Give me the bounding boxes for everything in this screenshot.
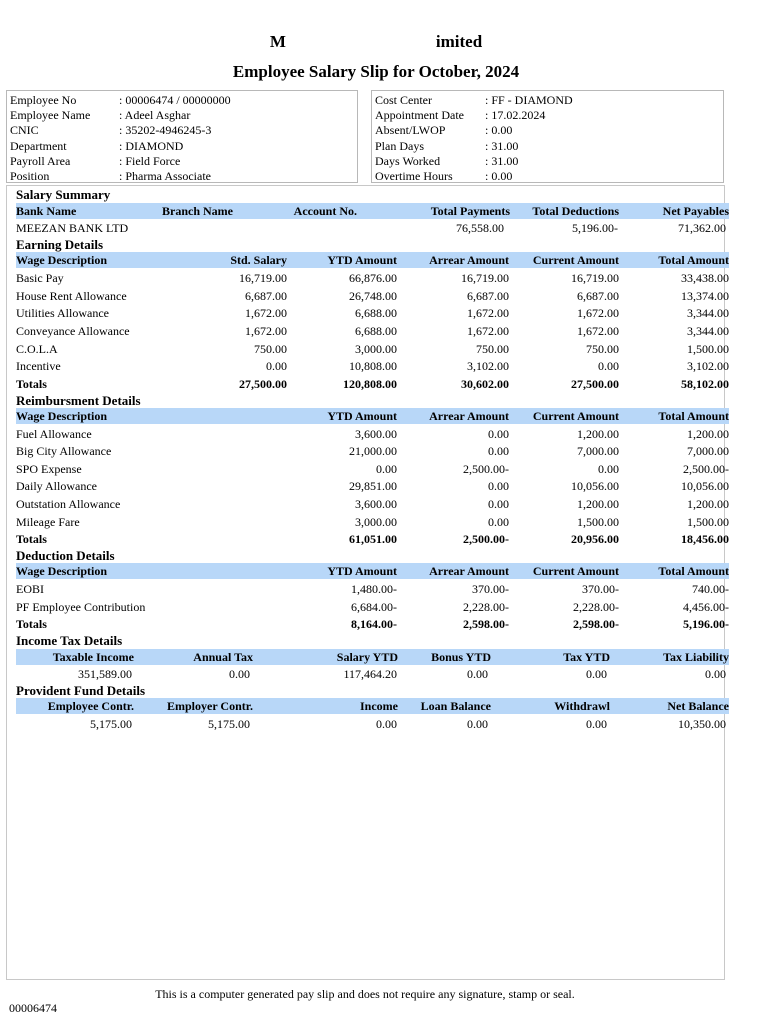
income-tax-column-header: Tax YTD	[563, 650, 610, 664]
deductions-column-header: Wage Description	[16, 564, 107, 578]
income-tax-row	[16, 666, 729, 682]
employee-info-row	[9, 169, 357, 184]
reimbursements-cell: 2,500.00-	[683, 462, 729, 476]
employee-info-row	[9, 108, 357, 123]
work-info-label: Cost Center	[375, 93, 432, 107]
employee-info-label: CNIC	[10, 123, 39, 138]
deductions-total-cell: 8,164.00-	[351, 617, 397, 631]
employee-info-row	[9, 123, 357, 138]
reimbursements-cell: 29,851.00	[349, 479, 397, 493]
reimbursements-cell: 1,200.00	[687, 497, 729, 511]
work-info-row	[374, 108, 723, 123]
earnings-cell: 1,672.00	[245, 324, 287, 338]
work-info-value: : 17.02.2024	[485, 108, 546, 123]
reimbursements-row	[16, 443, 729, 459]
work-info-label: Days Worked	[375, 153, 441, 168]
earnings-row	[16, 288, 729, 304]
employee-info-value: : Pharma Associate	[119, 168, 211, 183]
salary-summary-row	[16, 220, 729, 236]
provident-fund-heading: Provident Fund Details	[16, 683, 146, 698]
earnings-cell: House Rent Allowance	[16, 289, 127, 303]
reimbursements-cell: 0.00	[488, 427, 509, 441]
provident-fund-cell: 10,350.00	[678, 717, 726, 731]
earnings-row	[16, 323, 729, 339]
deductions-header	[16, 563, 729, 579]
income-tax-heading: Income Tax Details	[16, 633, 123, 648]
income-tax-cell: 0.00	[705, 667, 726, 681]
income-tax-column-header: Annual Tax	[193, 650, 253, 664]
earnings-cell: Utilities Allowance	[16, 306, 109, 320]
deductions-cell: PF Employee Contribution	[16, 600, 146, 614]
work-info-label: Overtime Hours	[375, 168, 453, 183]
reimbursements-total-cell: 61,051.00	[349, 532, 397, 546]
earnings-cell: 1,672.00	[577, 306, 619, 320]
earnings-cell: 3,000.00	[355, 342, 397, 356]
deductions-cell: EOBI	[16, 582, 44, 596]
deductions-column-header: YTD Amount	[327, 564, 397, 578]
salary-summary-column-header: Net Payables	[662, 204, 729, 218]
earnings-row	[16, 270, 729, 286]
salary-summary-column-header: Branch Name	[162, 204, 233, 218]
reimbursements-cell: Big City Allowance	[16, 444, 112, 458]
earnings-total-cell: 27,500.00	[571, 377, 619, 391]
employee-info-row	[9, 93, 357, 108]
salary-summary-column-header: Bank Name	[16, 204, 77, 218]
earnings-cell: 3,102.00	[687, 359, 729, 373]
reimbursements-column-header: Arrear Amount	[429, 409, 509, 423]
income-tax-column-header: Bonus YTD	[431, 650, 491, 664]
salary-summary-cell: MEEZAN BANK LTD	[16, 221, 129, 235]
reimbursements-cell: 0.00	[488, 515, 509, 529]
reimbursements-total-cell: 2,500.00-	[463, 532, 509, 546]
income-tax-column-header: Taxable Income	[52, 650, 134, 664]
employee-info-label: Department	[10, 138, 67, 153]
deductions-cell: 4,456.00-	[683, 600, 729, 614]
deductions-cell: 1,480.00-	[351, 582, 397, 596]
work-info-row	[374, 169, 723, 184]
work-info-value: : FF - DIAMOND	[485, 93, 573, 107]
earnings-cell: 33,438.00	[681, 271, 729, 285]
reimbursements-cell: Outstation Allowance	[16, 497, 121, 511]
deductions-total-cell: 2,598.00-	[573, 617, 619, 631]
salary-summary-cell: 5,196.00-	[572, 221, 618, 235]
salary-summary-column-header: Total Deductions	[532, 204, 619, 218]
reimbursements-cell: 0.00	[598, 462, 619, 476]
reimbursements-cell: Mileage Fare	[16, 515, 80, 529]
work-info-value: : 0.00	[485, 123, 513, 138]
reimbursements-cell: 1,200.00	[577, 497, 619, 511]
reimbursements-cell: Daily Allowance	[16, 479, 97, 493]
provident-fund-cell: 5,175.00	[90, 717, 132, 731]
provident-fund-cell: 0.00	[376, 717, 397, 731]
work-info-label: Absent/LWOP	[375, 123, 446, 138]
employee-info-value: : Adeel Asghar	[119, 108, 191, 123]
reimbursements-row	[16, 461, 729, 477]
reimbursements-heading: Reimbursment Details	[16, 393, 141, 408]
earnings-cell: 0.00	[598, 359, 619, 373]
earnings-cell: C.O.L.A	[16, 342, 58, 356]
earnings-cell: 26,748.00	[349, 289, 397, 303]
reimbursements-cell: 1,200.00	[687, 427, 729, 441]
employee-info-row	[9, 139, 357, 154]
reimbursements-totals-row	[16, 531, 729, 547]
deductions-cell: 370.00-	[582, 582, 619, 596]
earnings-cell: Basic Pay	[16, 271, 64, 285]
earnings-cell: 6,687.00	[467, 289, 509, 303]
earnings-totals-row	[16, 376, 729, 392]
company-name-right: imited	[435, 32, 483, 51]
reimbursements-row	[16, 426, 729, 442]
work-info-label: Plan Days	[375, 138, 424, 153]
provident-fund-column-header: Employee Contr.	[47, 699, 134, 713]
reimbursements-total-cell: 20,956.00	[571, 532, 619, 546]
reimbursements-column-header: Total Amount	[658, 409, 729, 423]
earnings-cell: 0.00	[266, 359, 287, 373]
footer-employee-code: 00006474	[9, 1001, 57, 1015]
income-tax-cell: 0.00	[229, 667, 250, 681]
reimbursements-column-header: Current Amount	[532, 409, 619, 423]
earnings-column-header: Total Amount	[658, 253, 729, 267]
reimbursements-cell: 1,200.00	[577, 427, 619, 441]
work-info-value: : 31.00	[485, 138, 519, 153]
reimbursements-total-cell: 18,456.00	[681, 532, 729, 546]
earnings-cell: 1,500.00	[687, 342, 729, 356]
earnings-column-header: Arrear Amount	[429, 253, 509, 267]
earnings-cell: 750.00	[586, 342, 619, 356]
reimbursements-cell: 10,056.00	[681, 479, 729, 493]
slip-body	[6, 185, 729, 980]
deductions-column-header: Total Amount	[658, 564, 729, 578]
earnings-cell: 1,672.00	[467, 324, 509, 338]
deductions-row	[16, 581, 729, 597]
earnings-column-header: Std. Salary	[230, 253, 287, 267]
provident-fund-column-header: Employer Contr.	[166, 699, 253, 713]
provident-fund-column-header: Withdrawl	[554, 699, 610, 713]
earnings-cell: 16,719.00	[461, 271, 509, 285]
earnings-total-cell: Totals	[16, 377, 47, 391]
deductions-cell: 2,228.00-	[573, 600, 619, 614]
earnings-cell: 6,687.00	[245, 289, 287, 303]
footer-note: This is a computer generated pay slip and does not require any signature, stamp or seal.	[155, 987, 575, 1001]
provident-fund-column-header: Loan Balance	[420, 699, 491, 713]
employee-info-box	[6, 90, 358, 183]
reimbursements-cell: 0.00	[376, 462, 397, 476]
deductions-totals-row	[16, 616, 729, 632]
reimbursements-cell: 1,500.00	[687, 515, 729, 529]
employee-info-value: : 35202-4946245-3	[119, 123, 212, 138]
provident-fund-row	[16, 716, 729, 732]
provident-fund-cell: 0.00	[467, 717, 488, 731]
earnings-column-header: Current Amount	[532, 253, 619, 267]
reimbursements-cell: 7,000.00	[577, 444, 619, 458]
earnings-cell: 750.00	[476, 342, 509, 356]
employee-info-value: : 00006474 / 00000000	[119, 93, 231, 107]
company-name	[0, 32, 752, 52]
provident-fund-cell: 5,175.00	[208, 717, 250, 731]
earnings-cell: 6,688.00	[355, 306, 397, 320]
company-name-left: M	[269, 32, 286, 51]
deductions-column-header: Current Amount	[532, 564, 619, 578]
reimbursements-cell: 3,000.00	[355, 515, 397, 529]
reimbursements-row	[16, 496, 729, 512]
income-tax-cell: 351,589.00	[78, 667, 132, 681]
reimbursements-cell: 2,500.00-	[463, 462, 509, 476]
work-info-row	[374, 123, 723, 138]
deductions-cell: 6,684.00-	[351, 600, 397, 614]
work-info-value: : 0.00	[485, 168, 513, 183]
earnings-cell: Conveyance Allowance	[16, 324, 130, 338]
salary-summary-column-header: Account No.	[293, 204, 357, 218]
earnings-row	[16, 358, 729, 374]
employee-info-row	[9, 154, 357, 169]
earnings-cell: 750.00	[254, 342, 287, 356]
reimbursements-row	[16, 478, 729, 494]
earnings-heading: Earning Details	[16, 237, 104, 252]
provident-fund-cell: 0.00	[586, 717, 607, 731]
work-info-row	[374, 93, 723, 108]
income-tax-cell: 0.00	[586, 667, 607, 681]
slip-title: Employee Salary Slip for October, 2024	[232, 62, 520, 81]
employee-info-value: : Field Force	[119, 153, 181, 168]
employee-info-label: Payroll Area	[10, 153, 71, 168]
earnings-cell: 1,672.00	[245, 306, 287, 320]
salary-summary-column-header: Total Payments	[430, 204, 510, 218]
reimbursements-cell: 7,000.00	[687, 444, 729, 458]
reimbursements-cell: 3,600.00	[355, 497, 397, 511]
reimbursements-cell: 0.00	[488, 497, 509, 511]
earnings-row	[16, 341, 729, 357]
earnings-cell: 3,344.00	[687, 324, 729, 338]
employee-info-label: Position	[10, 168, 50, 183]
deductions-heading: Deduction Details	[16, 548, 115, 563]
income-tax-column-header: Salary YTD	[336, 650, 398, 664]
income-tax-header	[16, 649, 729, 665]
earnings-total-cell: 27,500.00	[239, 377, 287, 391]
earnings-cell: 1,672.00	[577, 324, 619, 338]
deductions-cell: 740.00-	[692, 582, 729, 596]
salary-summary-header	[16, 203, 729, 219]
work-info-row	[374, 139, 723, 154]
reimbursements-total-cell: Totals	[16, 532, 47, 546]
income-tax-cell: 0.00	[467, 667, 488, 681]
earnings-cell: Incentive	[16, 359, 61, 373]
reimbursements-cell: 1,500.00	[577, 515, 619, 529]
work-info-label: Appointment Date	[375, 108, 464, 123]
earnings-cell: 6,687.00	[577, 289, 619, 303]
reimbursements-cell: 0.00	[488, 479, 509, 493]
employee-info-label: Employee Name	[10, 108, 91, 123]
reimbursements-column-header: YTD Amount	[327, 409, 397, 423]
provident-fund-header	[16, 698, 729, 714]
provident-fund-column-header: Income	[360, 699, 398, 713]
earnings-cell: 6,688.00	[355, 324, 397, 338]
income-tax-cell: 117,464.20	[343, 667, 397, 681]
earnings-cell: 1,672.00	[467, 306, 509, 320]
earnings-total-cell: 30,602.00	[461, 377, 509, 391]
reimbursements-row	[16, 514, 729, 530]
salary-summary-cell: 71,362.00	[678, 221, 726, 235]
employee-info-label: Employee No	[10, 93, 77, 107]
reimbursements-cell: 0.00	[488, 444, 509, 458]
earnings-cell: 3,102.00	[467, 359, 509, 373]
income-tax-column-header: Tax Liability	[663, 650, 729, 664]
work-info-value: : 31.00	[485, 153, 519, 168]
provident-fund-column-header: Net Balance	[667, 699, 729, 713]
reimbursements-cell: 3,600.00	[355, 427, 397, 441]
earnings-column-header: YTD Amount	[327, 253, 397, 267]
earnings-column-header: Wage Description	[16, 253, 107, 267]
deductions-total-cell: 2,598.00-	[463, 617, 509, 631]
earnings-total-cell: 58,102.00	[681, 377, 729, 391]
deductions-total-cell: 5,196.00-	[683, 617, 729, 631]
deductions-row	[16, 599, 729, 615]
deductions-cell: 370.00-	[472, 582, 509, 596]
reimbursements-cell: Fuel Allowance	[16, 427, 92, 441]
deductions-cell: 2,228.00-	[463, 600, 509, 614]
earnings-cell: 16,719.00	[239, 271, 287, 285]
salary-summary-cell: 76,558.00	[456, 221, 504, 235]
employee-info-value: : DIAMOND	[119, 138, 184, 153]
work-info-box	[371, 90, 724, 183]
earnings-cell: 66,876.00	[349, 271, 397, 285]
reimbursements-column-header: Wage Description	[16, 409, 107, 423]
reimbursements-header	[16, 408, 729, 424]
deductions-total-cell: Totals	[16, 617, 47, 631]
reimbursements-cell: SPO Expense	[16, 462, 82, 476]
earnings-cell: 3,344.00	[687, 306, 729, 320]
earnings-header	[16, 252, 729, 268]
salary-summary-heading: Salary Summary	[16, 187, 111, 202]
earnings-total-cell: 120,808.00	[343, 377, 397, 391]
earnings-row	[16, 305, 729, 321]
deductions-column-header: Arrear Amount	[429, 564, 509, 578]
earnings-cell: 16,719.00	[571, 271, 619, 285]
earnings-cell: 10,808.00	[349, 359, 397, 373]
reimbursements-cell: 10,056.00	[571, 479, 619, 493]
work-info-row	[374, 154, 723, 169]
reimbursements-cell: 21,000.00	[349, 444, 397, 458]
earnings-cell: 13,374.00	[681, 289, 729, 303]
